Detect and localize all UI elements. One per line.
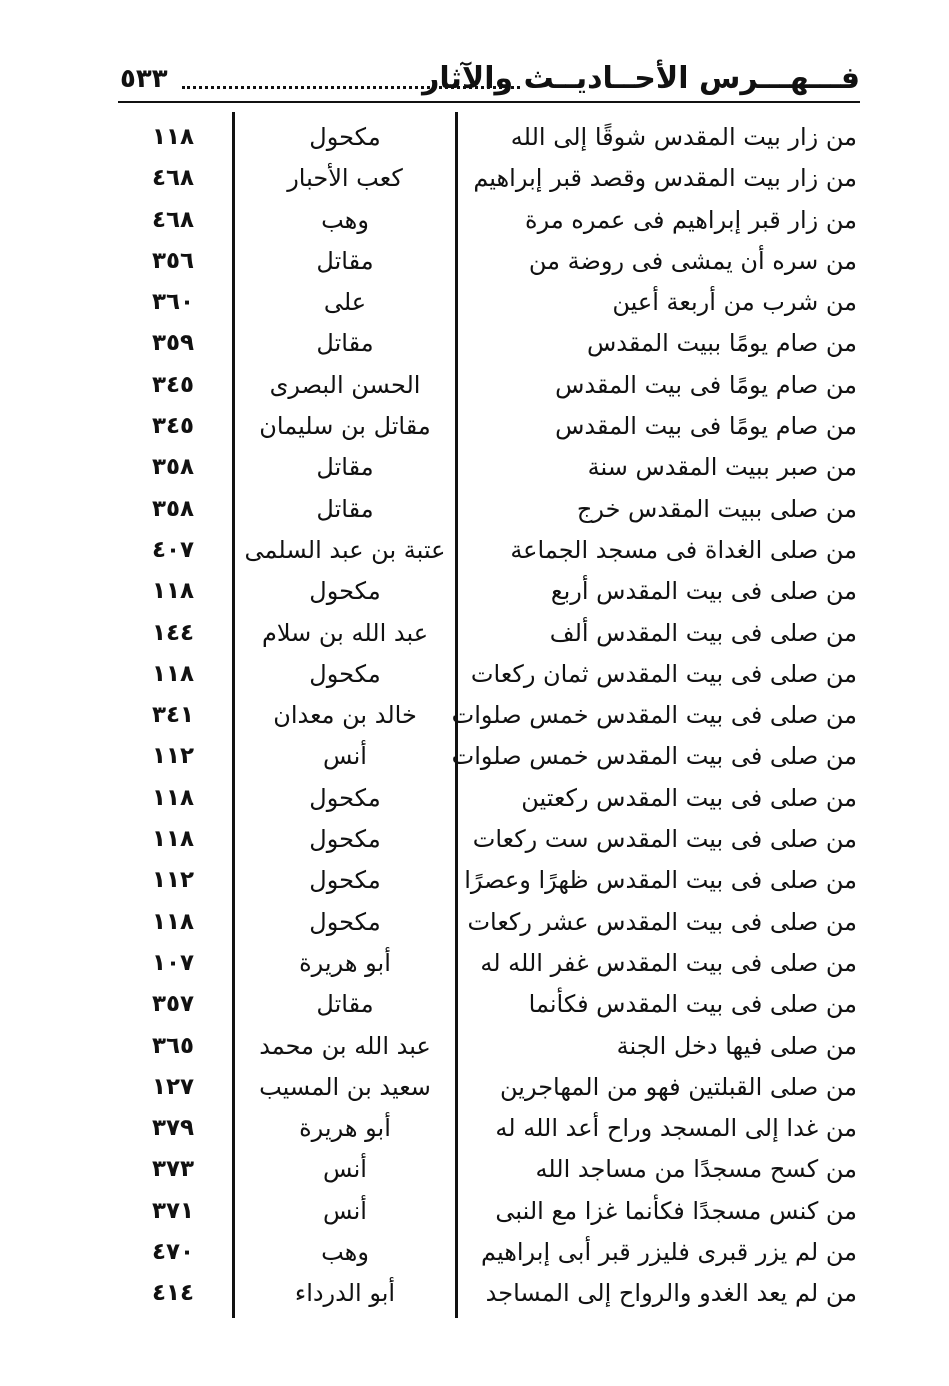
page-ref: ١٠٧ [151,949,195,976]
index-table [0,117,949,1315]
narrator: وهب [321,205,369,234]
leader-dots [182,86,520,89]
table-row [0,736,949,777]
hadith-text: من صبر ببيت المقدس سنة [587,453,857,482]
table-row [0,778,949,819]
table-row [0,200,949,241]
page-ref: ٤٦٨ [151,165,195,192]
table-row [0,571,949,612]
page-ref: ٣٤٥ [151,371,195,398]
hadith-text: من صلى الغداة فى مسجد الجماعة [510,535,857,564]
table-row [0,1108,949,1149]
page-ref: ٣٥٩ [151,330,195,357]
page-ref: ٣٥٨ [151,495,195,522]
narrator: مقاتل [316,453,374,482]
page-ref: ١٢٧ [151,1073,195,1100]
page-ref: ١٤٤ [151,619,195,646]
hadith-text: من صلى فيها دخل الجنة [616,1031,857,1060]
table-row [0,1273,949,1314]
page-ref: ٣٤١ [151,702,195,729]
hadith-text: من صلى ببيت المقدس خرج [576,494,857,523]
page-ref: ٤٧٠ [151,1239,195,1266]
hadith-text: من زار قبر إبراهيم فى عمره مرة [525,205,857,234]
page-ref: ٣٦٠ [151,289,195,316]
page-ref: ٤٠٧ [151,536,195,563]
page-ref: ٣٤٥ [151,413,195,440]
hadith-text: من صلى فى بيت المقدس خمس صلوات [451,701,857,730]
table-row [0,1067,949,1108]
narrator: أبو هريرة [299,1114,391,1143]
narrator: الحسن البصرى [269,370,421,399]
hadith-text: من كسح مسجدًا من مساجد الله [535,1155,857,1184]
narrator: مقاتل [316,329,374,358]
hadith-text: من لم يزر قبرى فليزر قبر أبى إبراهيم [481,1238,857,1267]
table-row [0,943,949,984]
table-row [0,695,949,736]
page-number: ٥٣٣ [120,64,168,94]
narrator: مكحول [309,577,381,606]
narrator: مقاتل [316,990,374,1019]
table-row [0,860,949,901]
page-ref: ٣٧٩ [151,1115,195,1142]
table-row [0,117,949,158]
hadith-text: من صام يومًا فى بيت المقدس [555,370,857,399]
page-ref: ١١٢ [151,743,195,770]
narrator: أنس [323,1155,367,1184]
table-row [0,819,949,860]
narrator: مكحول [309,907,381,936]
table-row [0,282,949,323]
page-title: فـــهـــرس الأحــاديــث والآثار [422,61,860,96]
hadith-text: من غدا إلى المسجد وراح أعد الله له [495,1114,857,1143]
hadith-text: من صلى فى بيت المقدس أربع [550,577,857,606]
page-ref: ١١٨ [151,124,195,150]
narrator: أبو الدرداء [294,1279,396,1308]
table-row [0,902,949,943]
page-ref: ٣٧٣ [151,1156,195,1183]
narrator: أنس [323,742,367,771]
page-ref: ٣٧١ [151,1197,195,1224]
table-row [0,241,949,282]
narrator: أنس [323,1196,367,1225]
hadith-text: من زار بيت المقدس شوقًا إلى الله [510,123,857,151]
narrator: خالد بن معدان [273,701,417,730]
table-row [0,406,949,447]
table-row [0,984,949,1025]
hadith-text: من صام يومًا فى بيت المقدس [555,412,857,441]
page-ref: ٤١٤ [151,1280,195,1307]
table-row [0,1026,949,1067]
hadith-text: من صلى فى بيت المقدس خمس صلوات [451,742,857,771]
page-ref: ٣٦٥ [151,1032,195,1059]
table-row [0,489,949,530]
table-row [0,1232,949,1273]
hadith-text: من صلى فى بيت المقدس ركعتين [521,783,857,812]
page-ref: ٤٦٨ [151,206,195,233]
table-row [0,654,949,695]
narrator: مكحول [309,825,381,854]
narrator: عبد الله بن سلام [261,618,429,647]
narrator: عبد الله بن محمد [259,1031,431,1060]
page-ref: ٣٥٧ [151,991,195,1018]
narrator: مقاتل [316,494,374,523]
narrator: مكحول [309,659,381,688]
page-ref: ٣٥٦ [151,247,195,274]
hadith-text: من صلى فى بيت المقدس غفر الله له [480,948,857,977]
table-row [0,1191,949,1232]
hadith-text: من صلى فى بيت المقدس ست ركعات [472,825,857,854]
table-row [0,613,949,654]
page-ref: ١١٢ [151,867,195,894]
narrator: مكحول [309,123,381,151]
header-rule [118,101,860,103]
page-ref: ٣٥٨ [151,454,195,481]
hadith-text: من صام يومًا ببيت المقدس [586,329,857,358]
running-header [120,58,860,100]
hadith-text: من سره أن يمشى فى روضة من [528,246,857,275]
hadith-text: من زار بيت المقدس وقصد قبر إبراهيم [473,164,857,193]
page-ref: ١١٨ [151,578,195,605]
hadith-text: من صلى فى بيت المقدس فكأنما [528,990,857,1019]
narrator: على [323,288,367,317]
page-ref: ١١٨ [151,660,195,687]
narrator: مكحول [309,866,381,895]
hadith-text: من صلى فى بيت المقدس عشر ركعات [467,907,857,936]
table-row [0,365,949,406]
hadith-text: من صلى فى بيت المقدس ثمان ركعات [470,659,857,688]
hadith-text: من صلى فى بيت المقدس ألف [549,618,857,647]
table-row [0,447,949,488]
narrator: مقاتل [316,246,374,275]
narrator: كعب الأحبار [287,164,403,193]
hadith-text: من شرب من أربعة أعين [612,288,857,317]
narrator: سعيد بن المسيب [259,1072,431,1101]
hadith-text: من صلى القبلتين فهو من المهاجرين [500,1072,857,1101]
page-ref: ١١٨ [151,784,195,811]
table-row [0,1149,949,1190]
narrator: مكحول [309,783,381,812]
narrator: مقاتل بن سليمان [259,412,431,441]
page-ref: ١١٨ [151,908,195,935]
narrator: عتبة بن عبد السلمى [244,535,446,564]
narrator: أبو هريرة [299,948,391,977]
narrator: وهب [321,1238,369,1267]
hadith-text: من لم يعد الغدو والرواح إلى المساجد [485,1279,857,1308]
table-row [0,158,949,199]
table-row [0,323,949,364]
page-ref: ١١٨ [151,826,195,853]
hadith-text: من كنس مسجدًا فكأنما غزا مع النبى [495,1196,857,1225]
hadith-text: من صلى فى بيت المقدس ظهرًا وعصرًا [464,866,857,895]
table-row [0,530,949,571]
